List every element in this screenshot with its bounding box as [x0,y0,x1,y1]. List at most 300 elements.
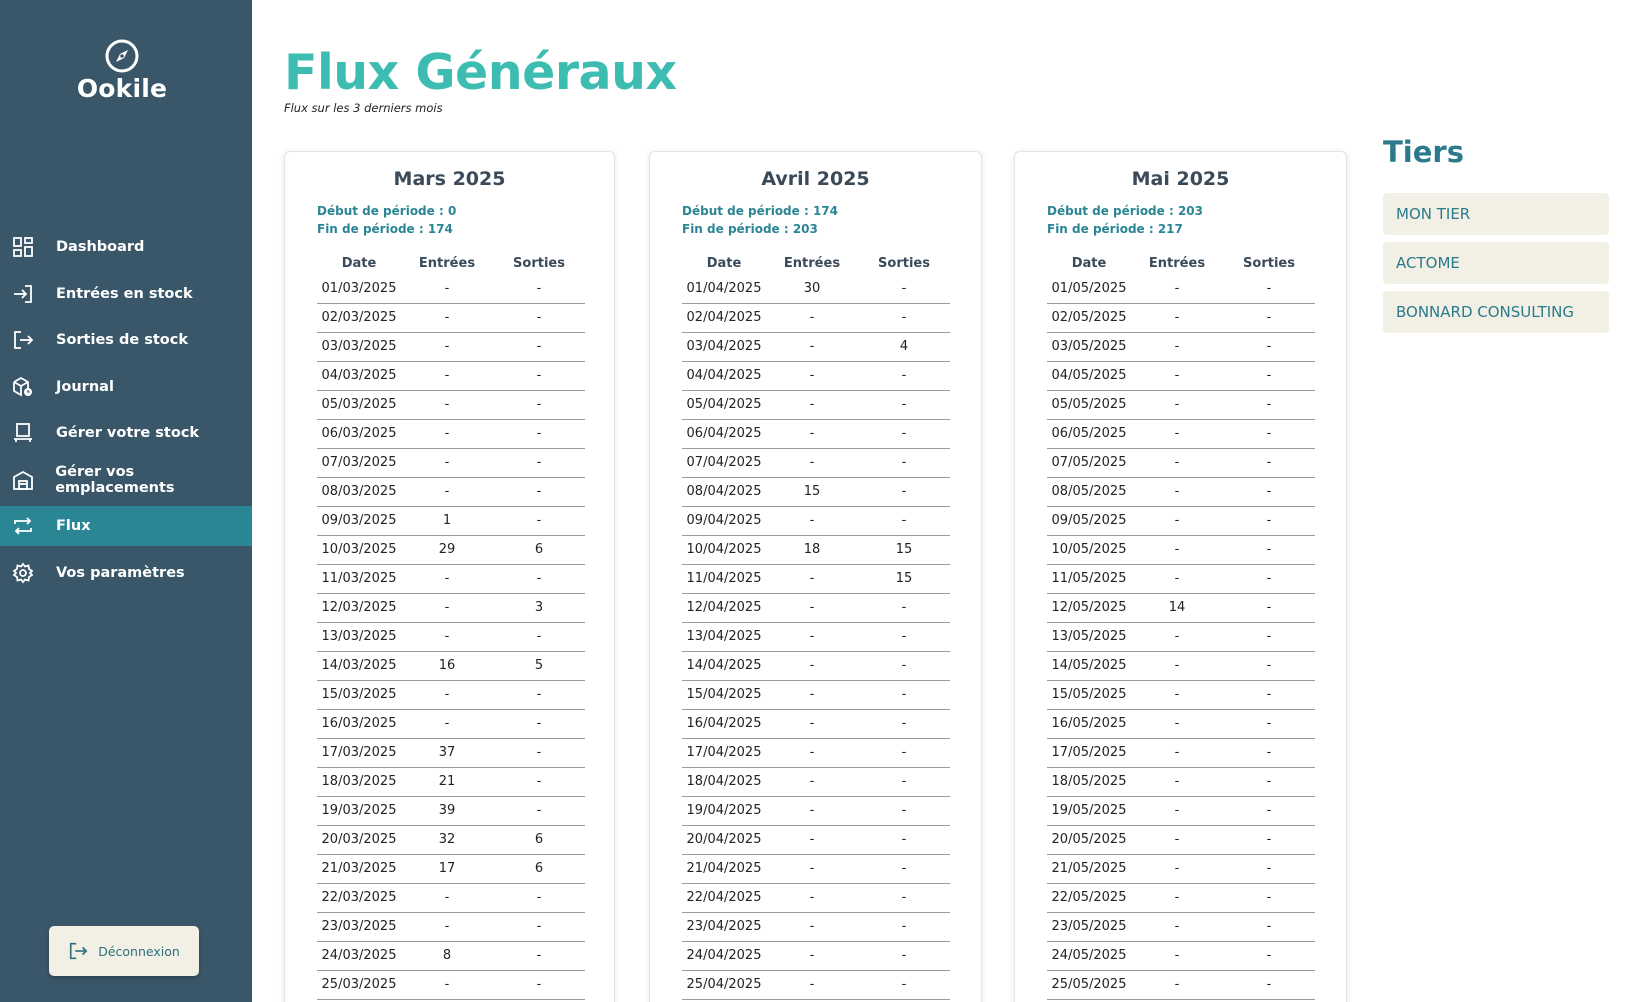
sidebar-item-parametres[interactable] [0,553,252,593]
cell-sorties: - [858,767,950,796]
cell-sorties: - [858,651,950,680]
cell-entrees: - [1131,854,1223,883]
cell-sorties: - [858,477,950,506]
cell-sorties: - [1223,970,1315,999]
cell-entrees: - [766,738,858,767]
cell-date: 20/05/2025 [1047,825,1131,854]
cell-sorties: - [858,912,950,941]
table-row [682,767,950,796]
table-row [682,825,950,854]
cell-sorties: - [1223,332,1315,361]
cell-entrees: 32 [401,825,493,854]
cell-entrees: 37 [401,738,493,767]
cell-entrees: - [766,651,858,680]
table-row [317,274,585,303]
tiers-title: Tiers [1383,135,1464,169]
cell-date: 08/03/2025 [317,477,401,506]
cell-entrees: - [766,941,858,970]
cell-date: 04/03/2025 [317,361,401,390]
cell-sorties: - [858,854,950,883]
cell-entrees: - [1131,912,1223,941]
cell-entrees: - [401,274,493,303]
cell-entrees: - [1131,303,1223,332]
cell-date: 05/04/2025 [682,390,766,419]
logout-button[interactable] [49,926,199,976]
table-row [682,593,950,622]
table-row [682,680,950,709]
cell-entrees: - [766,593,858,622]
cell-entrees: - [766,506,858,535]
cell-date: 03/05/2025 [1047,332,1131,361]
cell-sorties: - [858,941,950,970]
table-row [1047,796,1315,825]
flux-table [682,252,950,1000]
brand-logo[interactable] [0,38,244,103]
table-row [1047,825,1315,854]
cell-date: 20/03/2025 [317,825,401,854]
cell-date: 03/03/2025 [317,332,401,361]
period-start: Début de période : 0 [317,204,457,218]
cell-entrees: - [401,419,493,448]
cell-sorties: - [858,390,950,419]
table-row [1047,564,1315,593]
cell-sorties: - [858,680,950,709]
cell-sorties: - [1223,477,1315,506]
cell-entrees: - [1131,651,1223,680]
table-row [317,332,585,361]
cell-sorties: - [1223,390,1315,419]
cell-entrees: 29 [401,535,493,564]
table-row [1047,477,1315,506]
month-card [649,151,982,1002]
period-start: Début de période : 203 [1047,204,1203,218]
cell-date: 01/05/2025 [1047,274,1131,303]
cell-date: 22/03/2025 [317,883,401,912]
cell-entrees: 15 [766,477,858,506]
cell-date: 25/05/2025 [1047,970,1131,999]
table-row [682,390,950,419]
cell-sorties: - [1223,883,1315,912]
table-row [682,970,950,999]
cell-date: 06/03/2025 [317,419,401,448]
table-row [317,825,585,854]
cell-sorties: - [493,506,585,535]
cell-entrees: - [766,767,858,796]
cell-entrees: - [1131,796,1223,825]
cell-sorties: 5 [493,651,585,680]
table-row [682,448,950,477]
sidebar-item-label: Gérer vos emplacements [55,463,175,496]
cell-entrees: - [766,390,858,419]
brand-name: Ookile [76,74,168,103]
cell-date: 02/03/2025 [317,303,401,332]
cell-date: 17/04/2025 [682,738,766,767]
compass-icon [104,38,140,74]
cell-date: 06/04/2025 [682,419,766,448]
table-row [1047,738,1315,767]
cell-sorties: - [493,477,585,506]
package-clock-icon [11,375,35,399]
cell-date: 10/03/2025 [317,535,401,564]
cell-date: 15/05/2025 [1047,680,1131,709]
table-row [317,361,585,390]
cell-sorties: - [858,303,950,332]
cell-date: 08/04/2025 [682,477,766,506]
cell-date: 05/03/2025 [317,390,401,419]
cell-entrees: - [401,593,493,622]
table-row [317,738,585,767]
table-row [317,854,585,883]
cell-entrees: 39 [401,796,493,825]
logout-icon [68,941,88,961]
cell-entrees: 21 [401,767,493,796]
column-header-date: Date [706,255,742,271]
cell-sorties: - [1223,535,1315,564]
cell-entrees: - [401,883,493,912]
cell-entrees: - [1131,738,1223,767]
table-row [1047,767,1315,796]
period-end: Fin de période : 174 [317,222,453,236]
cell-date: 11/03/2025 [317,564,401,593]
cell-entrees: - [1131,680,1223,709]
table-row [682,274,950,303]
cell-date: 09/05/2025 [1047,506,1131,535]
period-start: Début de période : 174 [682,204,838,218]
cell-entrees: 16 [401,651,493,680]
cell-date: 03/04/2025 [682,332,766,361]
table-row [317,448,585,477]
sidebar-item-label: Sorties de stock [56,332,188,348]
month-card [1014,151,1347,1002]
table-row [682,738,950,767]
cell-entrees: - [766,680,858,709]
login-icon [11,282,35,306]
table-row [317,535,585,564]
cell-entrees: - [401,448,493,477]
cell-date: 12/05/2025 [1047,593,1131,622]
cell-sorties: - [493,941,585,970]
cell-sorties: - [493,303,585,332]
cell-entrees: - [1131,332,1223,361]
cell-entrees: - [1131,941,1223,970]
cell-date: 01/04/2025 [682,274,766,303]
column-header-sorties: Sorties [1243,255,1295,271]
tier-item[interactable]: MON TIER [1383,193,1609,235]
table-row [682,564,950,593]
sidebar-item-label: Gérer votre stock [56,425,200,441]
table-row [317,303,585,332]
sidebar-item-emplacements[interactable] [0,460,252,500]
cell-sorties: - [858,361,950,390]
cell-date: 11/04/2025 [682,564,766,593]
cell-entrees: - [766,361,858,390]
cell-date: 21/03/2025 [317,854,401,883]
table-row [682,651,950,680]
table-row [1047,970,1315,999]
cell-sorties: 6 [493,535,585,564]
period-end: Fin de période : 217 [1047,222,1183,236]
table-row [317,477,585,506]
table-row [682,622,950,651]
cell-entrees: - [401,564,493,593]
cell-date: 05/05/2025 [1047,390,1131,419]
table-row [682,796,950,825]
cell-entrees: - [1131,767,1223,796]
table-row [682,535,950,564]
table-row [317,564,585,593]
sidebar-item-stock[interactable] [0,413,252,453]
cell-sorties: - [493,767,585,796]
sidebar-item-sorties[interactable] [0,320,252,360]
table-row [682,303,950,332]
cell-date: 08/05/2025 [1047,477,1131,506]
cell-date: 17/03/2025 [317,738,401,767]
sidebar-item-label: Journal [56,378,114,395]
table-row [317,883,585,912]
sidebar-item-label: Entrées en stock [56,285,193,302]
cell-date: 09/04/2025 [682,506,766,535]
tier-item[interactable]: ACTOME [1383,242,1609,284]
tier-item[interactable]: BONNARD CONSULTING [1383,291,1609,333]
cell-sorties: 15 [858,564,950,593]
cell-date: 13/03/2025 [317,622,401,651]
cell-sorties: - [1223,361,1315,390]
cell-date: 13/05/2025 [1047,622,1131,651]
cell-date: 18/05/2025 [1047,767,1131,796]
table-row [1047,854,1315,883]
gear-icon [11,561,35,585]
cell-entrees: 8 [401,941,493,970]
table-row [317,506,585,535]
sidebar [0,0,252,1002]
cell-entrees: - [766,564,858,593]
table-row [317,622,585,651]
cell-sorties: - [1223,709,1315,738]
cell-date: 25/04/2025 [682,970,766,999]
table-row [1047,332,1315,361]
cell-entrees: - [1131,390,1223,419]
cell-date: 17/05/2025 [1047,738,1131,767]
cell-entrees: - [766,912,858,941]
cell-sorties: 4 [858,332,950,361]
cell-sorties: - [493,332,585,361]
table-row [1047,912,1315,941]
cell-entrees: - [766,883,858,912]
table-row [317,912,585,941]
cell-sorties: - [493,738,585,767]
cell-entrees: - [766,854,858,883]
table-row [317,390,585,419]
sidebar-item-label: Dashboard [56,239,145,255]
table-row [1047,448,1315,477]
cell-sorties: - [493,970,585,999]
cell-entrees: - [1131,825,1223,854]
column-header-entrees: Entrées [783,255,841,271]
cell-sorties: - [493,448,585,477]
period-end: Fin de période : 203 [682,222,818,236]
logout-label: Déconnexion [98,943,180,959]
cell-sorties: - [1223,564,1315,593]
cell-entrees: - [401,709,493,738]
cell-sorties: - [1223,419,1315,448]
cell-sorties: - [493,912,585,941]
cell-entrees: - [401,970,493,999]
table-row [1047,680,1315,709]
cell-sorties: - [1223,274,1315,303]
sidebar-item-dashboard[interactable] [0,227,252,267]
sidebar-nav [0,227,252,599]
cell-sorties: - [1223,825,1315,854]
cell-entrees: - [766,622,858,651]
cell-sorties: - [1223,593,1315,622]
page-title: Flux Généraux [284,44,677,101]
cell-sorties: - [493,796,585,825]
sidebar-item-flux[interactable] [0,506,252,546]
table-row [1047,941,1315,970]
table-row [682,506,950,535]
cell-entrees: - [1131,535,1223,564]
cell-date: 16/03/2025 [317,709,401,738]
sidebar-item-entrees[interactable] [0,274,252,314]
cell-sorties: - [493,274,585,303]
cell-date: 16/04/2025 [682,709,766,738]
cell-date: 22/04/2025 [682,883,766,912]
table-row [1047,622,1315,651]
cell-entrees: - [1131,564,1223,593]
cell-sorties: 6 [493,854,585,883]
column-header-date: Date [1071,255,1107,271]
cell-date: 13/04/2025 [682,622,766,651]
sidebar-item-label: Vos paramètres [56,564,185,581]
cell-date: 23/05/2025 [1047,912,1131,941]
cell-entrees: - [1131,622,1223,651]
cell-sorties: - [493,564,585,593]
table-row [317,593,585,622]
cell-sorties: - [858,709,950,738]
cell-sorties: - [1223,680,1315,709]
cell-sorties: - [1223,506,1315,535]
cell-entrees: - [401,680,493,709]
flux-table [317,252,585,1000]
page-subtitle: Flux sur les 3 derniers mois [284,101,443,115]
cell-sorties: - [1223,854,1315,883]
cell-entrees: - [1131,448,1223,477]
sidebar-item-journal[interactable] [0,367,252,407]
cell-entrees: - [1131,709,1223,738]
cell-sorties: - [493,419,585,448]
cell-sorties: - [493,622,585,651]
cell-date: 01/03/2025 [317,274,401,303]
cell-entrees: - [1131,970,1223,999]
cell-date: 10/04/2025 [682,535,766,564]
cell-entrees: - [401,303,493,332]
table-row [682,883,950,912]
cell-date: 04/04/2025 [682,361,766,390]
cell-date: 23/03/2025 [317,912,401,941]
cell-sorties: - [1223,738,1315,767]
cell-date: 21/04/2025 [682,854,766,883]
shelf-icon [11,421,35,445]
cell-sorties: - [858,419,950,448]
cell-date: 10/05/2025 [1047,535,1131,564]
cell-entrees: - [766,970,858,999]
cell-date: 12/03/2025 [317,593,401,622]
cell-sorties: 3 [493,593,585,622]
cell-sorties: - [493,709,585,738]
cell-date: 06/05/2025 [1047,419,1131,448]
cell-sorties: - [1223,912,1315,941]
dashboard-icon [11,235,35,259]
table-row [317,970,585,999]
column-header-date: Date [341,255,377,271]
logout-arrow-icon [11,328,35,352]
cell-date: 07/04/2025 [682,448,766,477]
table-row [1047,303,1315,332]
table-row [1047,593,1315,622]
cell-entrees: - [766,332,858,361]
table-row [682,477,950,506]
cell-sorties: - [493,680,585,709]
cell-sorties: - [858,738,950,767]
table-row [1047,535,1315,564]
table-row [682,709,950,738]
column-header-entrees: Entrées [418,255,476,271]
column-header-sorties: Sorties [878,255,930,271]
cell-date: 22/05/2025 [1047,883,1131,912]
cell-date: 24/04/2025 [682,941,766,970]
cell-sorties: - [493,361,585,390]
cell-sorties: - [493,390,585,419]
table-row [1047,419,1315,448]
cell-date: 09/03/2025 [317,506,401,535]
cell-entrees: - [766,303,858,332]
cell-sorties: - [858,506,950,535]
cell-sorties: 6 [493,825,585,854]
table-row [1047,883,1315,912]
cell-entrees: 1 [401,506,493,535]
cell-entrees: - [1131,477,1223,506]
table-row [317,651,585,680]
cell-entrees: - [1131,419,1223,448]
cell-sorties: - [1223,622,1315,651]
cell-date: 07/05/2025 [1047,448,1131,477]
cell-entrees: - [401,361,493,390]
cell-sorties: - [858,593,950,622]
cell-date: 18/03/2025 [317,767,401,796]
cell-date: 25/03/2025 [317,970,401,999]
cell-sorties: - [1223,448,1315,477]
cell-date: 12/04/2025 [682,593,766,622]
column-header-sorties: Sorties [513,255,565,271]
cell-date: 02/04/2025 [682,303,766,332]
table-row [682,419,950,448]
cell-date: 23/04/2025 [682,912,766,941]
table-row [682,332,950,361]
cell-entrees: - [1131,506,1223,535]
table-row [682,854,950,883]
month-card [284,151,615,1002]
table-row [1047,651,1315,680]
table-row [317,419,585,448]
table-row [317,767,585,796]
cell-date: 04/05/2025 [1047,361,1131,390]
cell-entrees: 30 [766,274,858,303]
cell-entrees: - [401,622,493,651]
cell-sorties: - [858,970,950,999]
column-header-entrees: Entrées [1148,255,1206,271]
sidebar-item-label: Flux [56,518,91,534]
cell-date: 14/03/2025 [317,651,401,680]
